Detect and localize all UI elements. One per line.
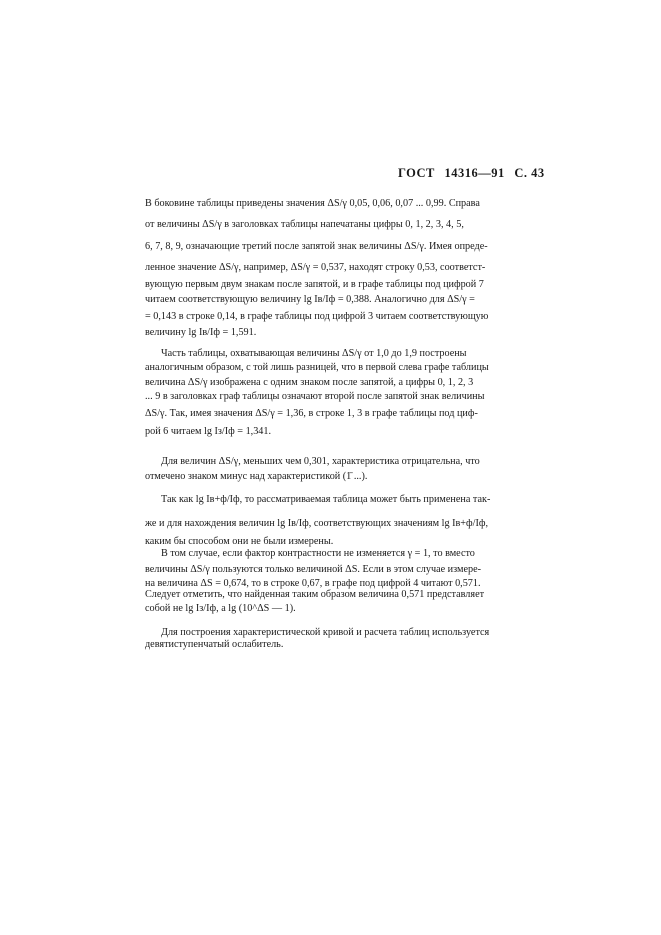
text-line: каким бы способом они не были измерены. <box>145 536 334 547</box>
header-number: 14316—91 <box>444 166 505 180</box>
text-line: Так как lg Iв+ф/Iф, то рассматриваемая таблица может быть применена так- <box>161 494 491 505</box>
text-line: же и для нахождения величин lg Iв/Iф, соответствующих значениям lg Iв+ф/Iф, <box>145 518 489 529</box>
text-line: ΔS/γ. Так, имея значения ΔS/γ = 1,36, в строке 1, 3 в графе таблицы под циф- <box>145 408 478 419</box>
text-line: В том случае, если фактор контрастности не изменяется γ = 1, то вместо <box>161 548 475 559</box>
text-line: Для построения характеристической кривой и расчета таблиц используется <box>161 627 490 638</box>
text-line: на величина ΔS = 0,674, то в строке 0,67, в графе под цифрой 4 читают 0,571. <box>145 578 481 589</box>
text-line: рой 6 читаем lg Iз/Iф = 1,341. <box>145 426 272 437</box>
text-line: 6, 7, 8, 9, означающие третий после запятой знак величины ΔS/γ. Имея опреде- <box>145 241 488 252</box>
text-line: от величины ΔS/γ в заголовках таблицы напечатаны цифры 0, 1, 2, 3, 4, 5, <box>145 219 464 230</box>
text-line: = 0,143 в строке 0,14, в графе таблицы под цифрой 3 читаем соответствующую <box>145 311 489 322</box>
paragraph-2 <box>145 346 513 440</box>
text-line: величины ΔS/γ пользуются только величиной ΔS. Если в этом случае измере- <box>145 564 481 575</box>
text-line: величина ΔS/γ изображена с одним знаком после запятой, а цифры 0, 1, 2, 3 <box>145 377 474 388</box>
text-line: вующую первым двум знакам после запятой, и в графе таблицы под цифрой 7 <box>145 279 484 290</box>
paragraph-3 <box>145 453 513 484</box>
text-line: величину lg Iв/Iф = 1,591. <box>145 327 257 338</box>
paragraph-5 <box>145 546 513 618</box>
text-line: девятиступенчатый ослабитель. <box>145 639 284 650</box>
text-line: Следует отметить, что найденная таким образом величина 0,571 представляет <box>145 589 485 600</box>
paragraph-6 <box>145 627 513 651</box>
paragraph-1 <box>145 193 513 341</box>
header-page: С. 43 <box>514 166 545 180</box>
text-line: В боковине таблицы приведены значения ΔS/γ 0,05, 0,06, 0,07 ... 0,99. Справа <box>145 198 480 209</box>
paragraph-4 <box>145 489 513 548</box>
text-line: читаем соответствующую величину lg Iв/Iф = 0,388. Аналогично для ΔS/γ = <box>145 294 475 305</box>
text-line: аналогичным образом, с той лишь разницей, что в первой слева графе таблицы <box>145 362 489 373</box>
header-gost: ГОСТ <box>398 166 435 180</box>
text-line: Для величин ΔS/γ, меньших чем 0,301, характеристика отрицательна, что <box>161 456 480 467</box>
text-line: ленное значение ΔS/γ, например, ΔS/γ = 0,537, находят строку 0,53, соответст- <box>145 262 486 273</box>
page-header <box>398 166 551 181</box>
text-line: отмечено знаком минус над характеристикой (1̄ ...). <box>145 471 368 482</box>
text-line: собой не lg Iз/Iф, a lg (10^ΔS — 1). <box>145 603 296 614</box>
text-line: Часть таблицы, охватывающая величины ΔS/γ от 1,0 до 1,9 построены <box>161 348 467 359</box>
text-line: ... 9 в заголовках граф таблицы означают второй после запятой знак величины <box>145 391 485 402</box>
